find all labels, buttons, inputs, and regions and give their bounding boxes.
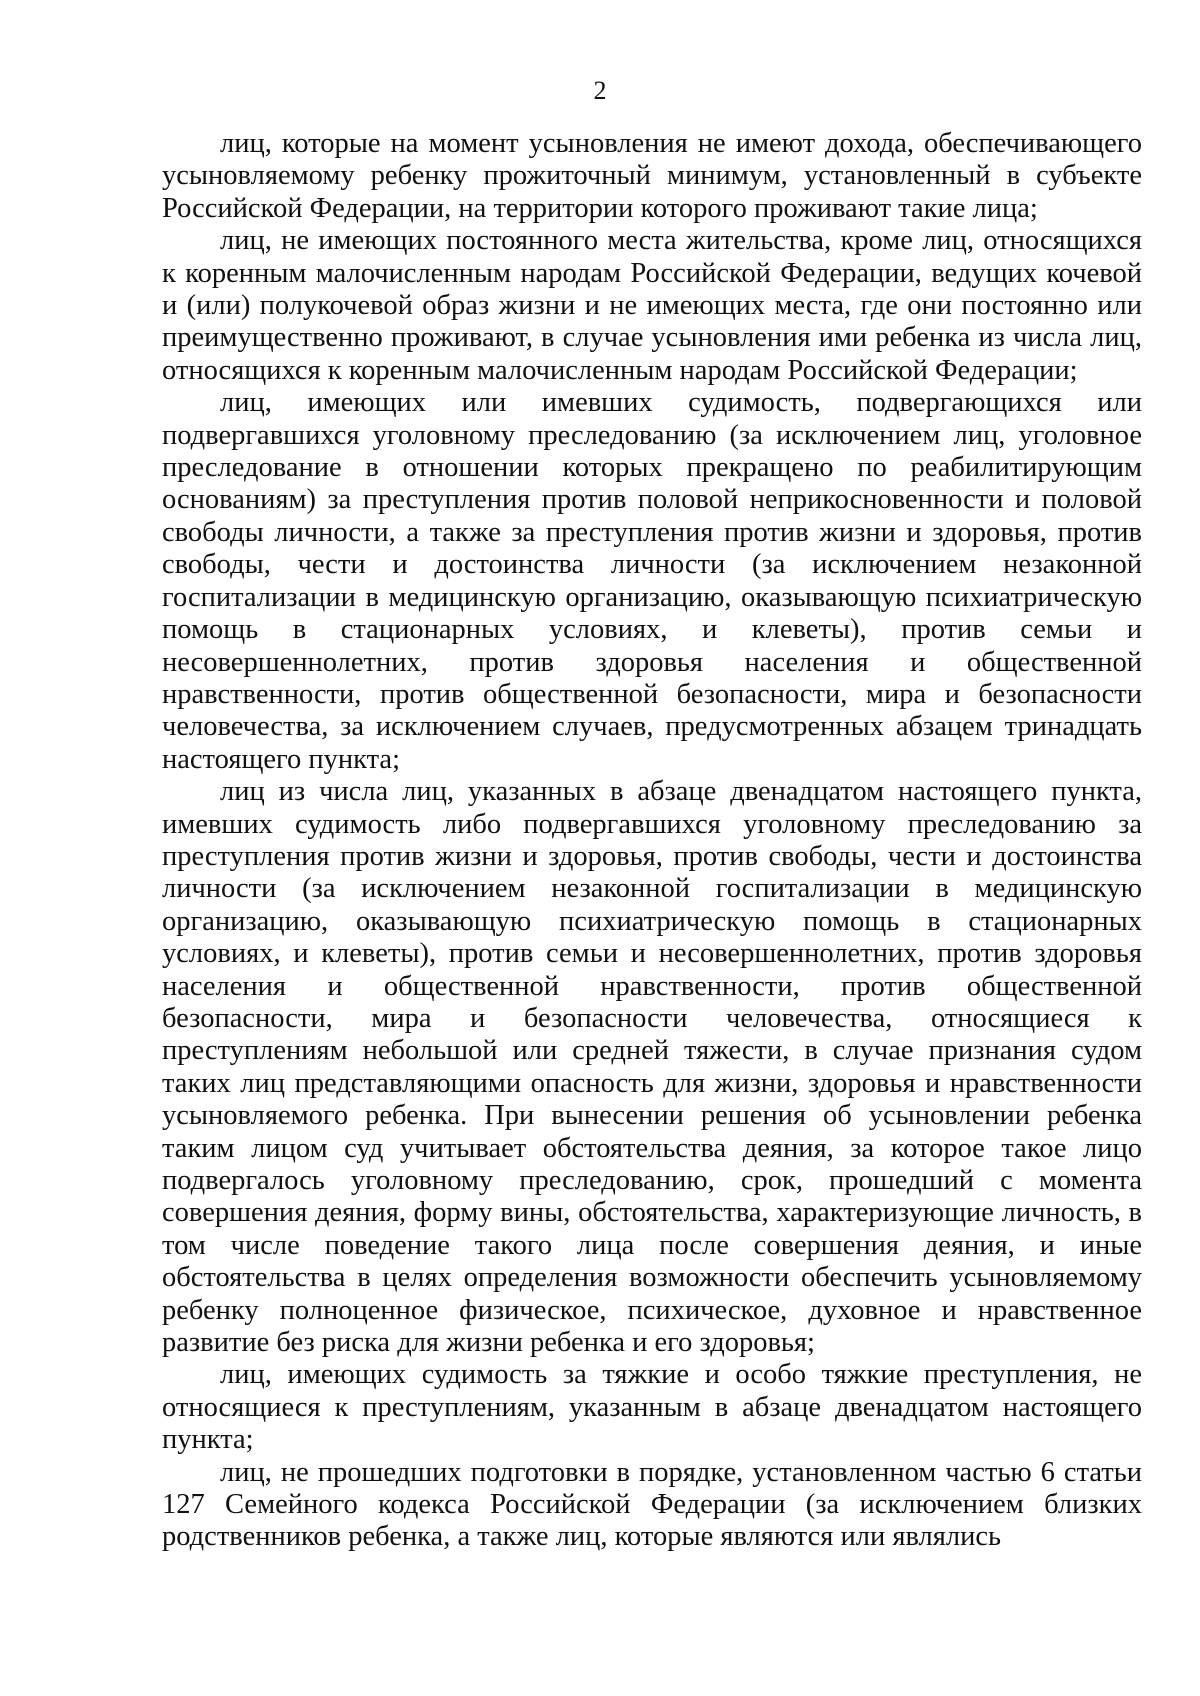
page-number: 2 bbox=[593, 76, 607, 105]
paragraph-income: лиц, которые на момент усыновления не имеют дохода, обеспечивающего усыновляемому ребенку прожиточный минимум, установленный в субъекте Российской Федерации, на территории которого проживают такие лица; bbox=[162, 128, 1142, 224]
paragraph-training: лиц, не прошедших подготовки в порядке, установленном частью 6 статьи 127 Семейного кодекса Российской Федерации (за исключением близких родственников ребенка, а также лиц, которые являются или являлись bbox=[162, 1456, 1142, 1553]
paragraph-court-assessment: лиц из числа лиц, указанных в абзаце двенадцатом настоящего пункта, имевших судимость либо подвергавшихся уголовному преследованию за преступления против жизни и здоровья, против свободы, чести и достоинства личности (за исключением незаконной госпитализации в медицинскую организацию, оказывающую психиатрическую помощь в стационарных условиях, и клеветы), против семьи и несовершеннолетних, против здоровья населения и общественной нравственности, против общественной безопасности, мира и безопасности человечества, относящиеся к преступлениям небольшой или средней тяжести, в случае признания судом таких лиц представляющими опасность для жизни, здоровья и нравственности усыновляемого ребенка. При вынесении решения об усыновлении ребенка таким лицом суд учитывает обстоятельства деяния, за которое такое лицо подвергалось уголовному преследованию, срок, прошедший с момента совершения деяния, форму вины, обстоятельства, характеризующие личность, в том числе поведение такого лица после совершения деяния, и иные обстоятельства в целях определения возможности обеспечить усыновляемому ребенку полноценное физическое, психическое, духовное и нравственное развитие без риска для жизни ребенка и его здоровья; bbox=[162, 776, 1142, 1359]
paragraph-criminal-record: лиц, имеющих или имевших судимость, подвергающихся или подвергавшихся уголовному преследованию (за исключением лиц, уголовное преследование в отношении которых прекращено по реабилитирующим основаниям) за преступления против половой неприкосновенности и половой свободы личности, а также за преступления против жизни и здоровья, против свободы, чести и достоинства личности (за исключением незаконной госпитализации в медицинскую организацию, оказывающую психиатрическую помощь в стационарных условиях, и клеветы), против семьи и несовершеннолетних, против здоровья населения и общественной нравственности, против общественной безопасности, мира и безопасности человечества, за исключением случаев, предусмотренных абзацем тринадцать настоящего пункта; bbox=[162, 387, 1142, 775]
paragraph-residence: лиц, не имеющих постоянного места жительства, кроме лиц, относящихся к коренным малочисленным народам Российской Федерации, ведущих кочевой и (или) полукочевой образ жизни и не имеющих места, где они постоянно или преимущественно проживают, в случае усыновления ими ребенка из числа лиц, относящихся к коренным малочисленным народам Российской Федерации; bbox=[162, 225, 1142, 386]
document-body bbox=[162, 128, 1142, 1554]
paragraph-grave-crimes: лиц, имеющих судимость за тяжкие и особо тяжкие преступления, не относящиеся к преступлениям, указанным в абзаце двенадцатом настоящего пункта; bbox=[162, 1359, 1142, 1456]
